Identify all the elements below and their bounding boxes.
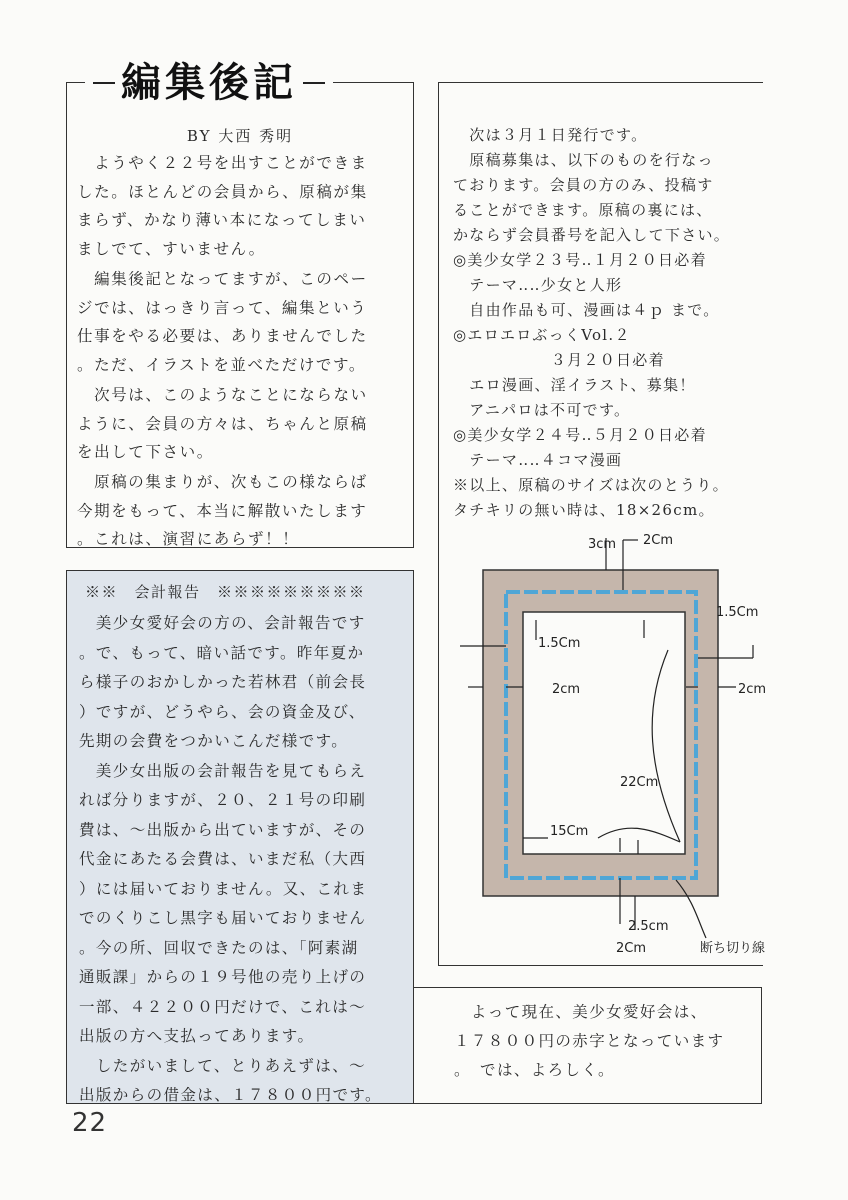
title-row	[85, 57, 333, 109]
submission-notice-text: 次は３月１日発行です。 原稿募集は、以下のものを行なっ ております。会員の方のみ、投稿す ることができます。原稿の裏には、 かならず会員番号を記入して下さい。 ◎美少女学２３号‥１月２０日必着 テーマ‥‥少女と人形 自由作品も可、漫画は４ｐ まで。 ◎エロエロぶっくVol.２ ３月２０日必着 エロ漫画、淫イラスト、募集！ アニパロは不可です。 ◎美少女学２４号‥５月２０日必着 テーマ‥‥４コマ漫画 ※以上、原稿のサイズは次のとうり。 タチキリの無い時は、18×26cm。	[453, 126, 731, 519]
editor-afterword-box	[66, 59, 414, 548]
label-bottom-outer: 2Cm	[616, 941, 647, 956]
editor-paragraph-1: ようやく２２号を出すことができま した。ほとんどの会員から、原稿が集 まらず、かなり薄い本になってしまい ましでて、すいません。	[77, 154, 368, 258]
label-left-mid: 2cm	[552, 682, 581, 697]
editor-paragraph-3: 次号は、このようなことにならない ように、会員の方々は、ちゃんと原稿 を出して下さい。	[77, 386, 368, 461]
editor-paragraph-4: 原稿の集まりが、次もこの様ならば 今期をもって、本当に解散いたします 。これは、演習にあらず！！	[77, 473, 368, 548]
label-right-top: 1.5Cm	[716, 605, 759, 620]
editor-paragraph-2: 編集後記となってますが、このペー ジでは、はっきり言って、編集という 仕事をやる必要は、ありませんでした 。ただ、イラストを並べただけです。	[77, 270, 368, 374]
page-title: 編集後記	[121, 59, 297, 106]
label-height: 22Cm	[620, 775, 659, 790]
label-width: 15Cm	[550, 824, 589, 839]
label-cut-line: 断ち切り線	[700, 941, 766, 956]
title-dash-left	[93, 82, 115, 84]
accounting-report-box	[66, 570, 414, 1104]
label-top-outer: 3cm	[588, 537, 617, 552]
deficit-text: よって現在、美少女愛好会は、 １７８００円の赤字となっています 。 では、よろしく。	[454, 1003, 725, 1079]
label-right-mid: 2cm	[738, 682, 767, 697]
byline: BY 大西 秀明	[186, 127, 294, 145]
title-dash-right	[303, 82, 325, 84]
accounting-text: 美少女愛好会の方の、会計報告です 。で、もって、暗い話です。昨年夏か ら様子のおかしかった若林君（前会長 ）ですが、どうやら、会の資金及び、 先期の会費をつかいこんだ様です。 美少女出版の会計報告を見てもらえ れば分りますが、２０、２１号の印刷 費は、〜出版から出ていますが、その 代金にあたる会費は、いまだ私（大西 ）には届いておりません。又、これま でのくりこし黒字も届いておりません 。今の所、回収できたのは、「阿素湖 通販課」からの１９号他の売り上げの 一部、４２２００円だけで、これは〜 出版の方へ支払ってあります。 したがいまして、とりあえずは、〜 出版からの借金は、１７８００円です。	[79, 614, 382, 1104]
accounting-header: ※※ 会計報告 ※※※※※※※※※	[85, 583, 366, 601]
label-inner-top: 1.5Cm	[538, 636, 581, 651]
label-bottom-inner: 2.5cm	[628, 919, 669, 934]
page-number: 22	[72, 1108, 108, 1138]
deficit-box	[414, 987, 762, 1104]
manuscript-size-diagram	[448, 520, 768, 960]
label-top-inner: 2Cm	[643, 533, 674, 548]
